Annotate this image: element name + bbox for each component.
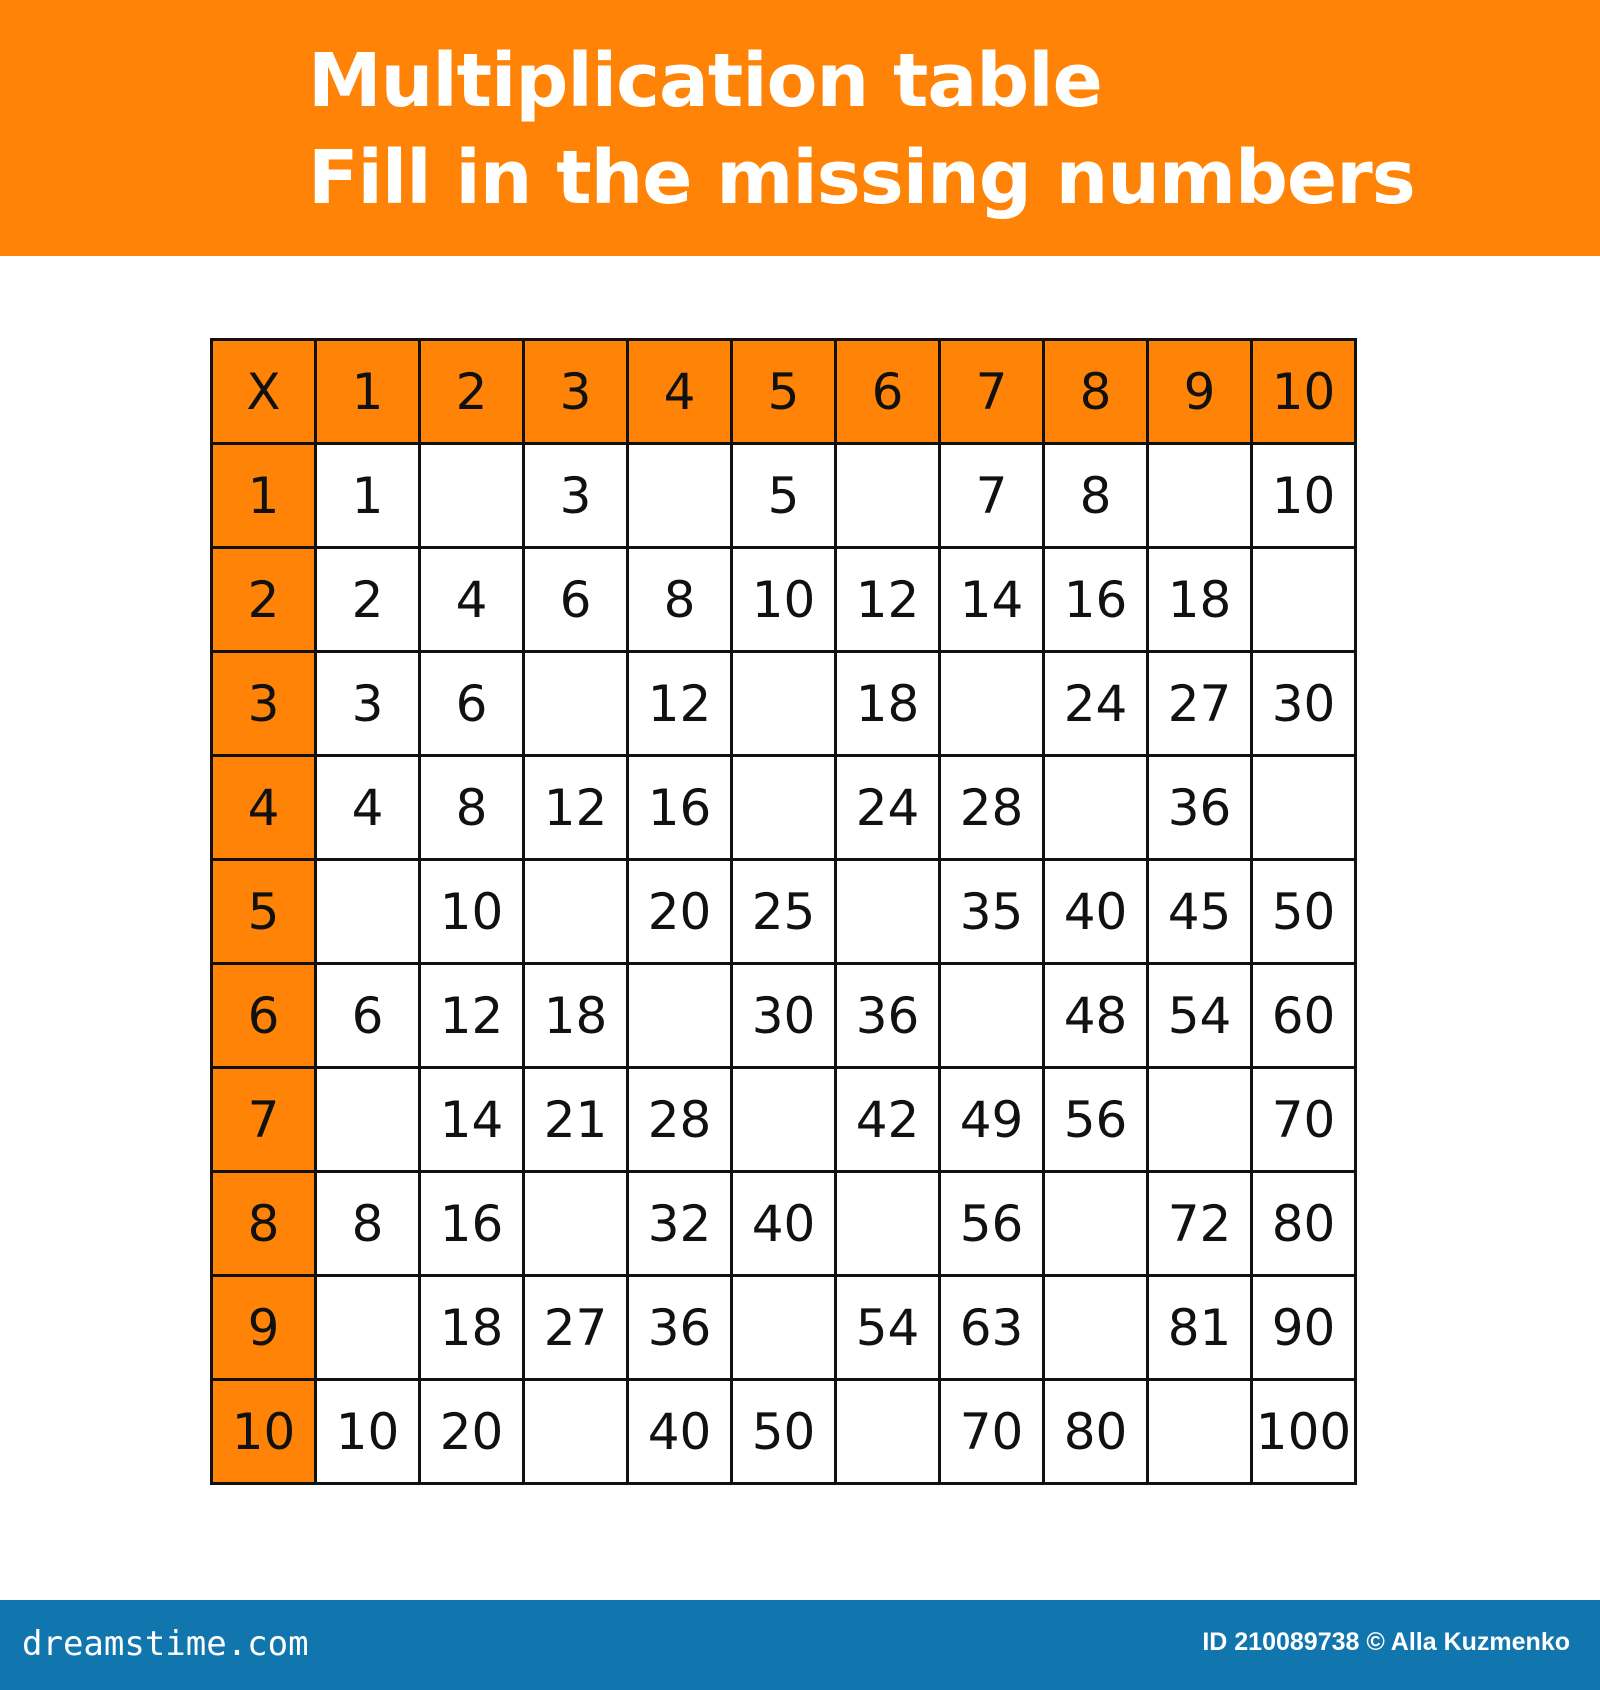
product-cell: 90 xyxy=(1252,1276,1356,1380)
product-cell: 10 xyxy=(316,1380,420,1484)
row-header: 7 xyxy=(212,1068,316,1172)
image-credit: ID 210089738 © Alla Kuzmenko xyxy=(1202,1628,1570,1656)
blank-cell[interactable] xyxy=(732,1068,836,1172)
product-cell: 24 xyxy=(836,756,940,860)
product-cell: 7 xyxy=(940,444,1044,548)
column-header: 9 xyxy=(1148,340,1252,444)
footer-bar xyxy=(0,1600,1600,1690)
product-cell: 56 xyxy=(1044,1068,1148,1172)
product-cell: 60 xyxy=(1252,964,1356,1068)
product-cell: 6 xyxy=(420,652,524,756)
table-row xyxy=(212,1380,1356,1484)
product-cell: 30 xyxy=(732,964,836,1068)
row-header: 4 xyxy=(212,756,316,860)
product-cell: 14 xyxy=(940,548,1044,652)
table-row xyxy=(212,756,1356,860)
blank-cell[interactable] xyxy=(316,860,420,964)
product-cell: 8 xyxy=(420,756,524,860)
blank-cell[interactable] xyxy=(732,756,836,860)
product-cell: 28 xyxy=(628,1068,732,1172)
product-cell: 72 xyxy=(1148,1172,1252,1276)
product-cell: 27 xyxy=(524,1276,628,1380)
row-header: 10 xyxy=(212,1380,316,1484)
blank-cell[interactable] xyxy=(524,652,628,756)
product-cell: 21 xyxy=(524,1068,628,1172)
product-cell: 18 xyxy=(420,1276,524,1380)
blank-cell[interactable] xyxy=(628,444,732,548)
product-cell: 8 xyxy=(316,1172,420,1276)
blank-cell[interactable] xyxy=(836,1172,940,1276)
table-row xyxy=(212,964,1356,1068)
blank-cell[interactable] xyxy=(1044,1276,1148,1380)
row-header: 1 xyxy=(212,444,316,548)
product-cell: 36 xyxy=(836,964,940,1068)
product-cell: 10 xyxy=(732,548,836,652)
corner-cell: X xyxy=(212,340,316,444)
product-cell: 12 xyxy=(628,652,732,756)
blank-cell[interactable] xyxy=(524,1380,628,1484)
product-cell: 5 xyxy=(732,444,836,548)
product-cell: 4 xyxy=(420,548,524,652)
blank-cell[interactable] xyxy=(732,652,836,756)
row-header: 8 xyxy=(212,1172,316,1276)
blank-cell[interactable] xyxy=(732,1276,836,1380)
product-cell: 35 xyxy=(940,860,1044,964)
product-cell: 16 xyxy=(420,1172,524,1276)
product-cell: 3 xyxy=(316,652,420,756)
blank-cell[interactable] xyxy=(1044,1172,1148,1276)
product-cell: 2 xyxy=(316,548,420,652)
product-cell: 40 xyxy=(628,1380,732,1484)
product-cell: 4 xyxy=(316,756,420,860)
brand-logo: dreamstime.com xyxy=(22,1624,309,1664)
header-banner xyxy=(0,0,1600,256)
product-cell: 80 xyxy=(1044,1380,1148,1484)
product-cell: 45 xyxy=(1148,860,1252,964)
product-cell: 18 xyxy=(524,964,628,1068)
product-cell: 48 xyxy=(1044,964,1148,1068)
product-cell: 16 xyxy=(628,756,732,860)
product-cell: 36 xyxy=(1148,756,1252,860)
blank-cell[interactable] xyxy=(524,1172,628,1276)
product-cell: 3 xyxy=(524,444,628,548)
product-cell: 6 xyxy=(524,548,628,652)
product-cell: 18 xyxy=(1148,548,1252,652)
blank-cell[interactable] xyxy=(316,1068,420,1172)
row-header: 6 xyxy=(212,964,316,1068)
product-cell: 8 xyxy=(628,548,732,652)
product-cell: 42 xyxy=(836,1068,940,1172)
product-cell: 10 xyxy=(1252,444,1356,548)
product-cell: 6 xyxy=(316,964,420,1068)
row-header: 2 xyxy=(212,548,316,652)
row-header: 3 xyxy=(212,652,316,756)
column-header: 3 xyxy=(524,340,628,444)
product-cell: 81 xyxy=(1148,1276,1252,1380)
product-cell: 1 xyxy=(316,444,420,548)
blank-cell[interactable] xyxy=(940,652,1044,756)
product-cell: 12 xyxy=(420,964,524,1068)
blank-cell[interactable] xyxy=(836,1380,940,1484)
table-row xyxy=(212,1172,1356,1276)
product-cell: 70 xyxy=(940,1380,1044,1484)
blank-cell[interactable] xyxy=(420,444,524,548)
product-cell: 27 xyxy=(1148,652,1252,756)
product-cell: 56 xyxy=(940,1172,1044,1276)
blank-cell[interactable] xyxy=(836,860,940,964)
product-cell: 49 xyxy=(940,1068,1044,1172)
blank-cell[interactable] xyxy=(1252,548,1356,652)
product-cell: 36 xyxy=(628,1276,732,1380)
table-row xyxy=(212,860,1356,964)
product-cell: 54 xyxy=(836,1276,940,1380)
table-row xyxy=(212,652,1356,756)
column-header: 2 xyxy=(420,340,524,444)
column-header: 8 xyxy=(1044,340,1148,444)
column-header: 4 xyxy=(628,340,732,444)
multiplication-table xyxy=(210,338,1357,1485)
blank-cell[interactable] xyxy=(836,444,940,548)
blank-cell[interactable] xyxy=(1148,1380,1252,1484)
title: Multiplication table xyxy=(308,38,1102,124)
row-header: 5 xyxy=(212,860,316,964)
blank-cell[interactable] xyxy=(524,860,628,964)
column-header: 1 xyxy=(316,340,420,444)
subtitle: Fill in the missing numbers xyxy=(308,135,1415,221)
table-row xyxy=(212,1276,1356,1380)
product-cell: 18 xyxy=(836,652,940,756)
blank-cell[interactable] xyxy=(1148,1068,1252,1172)
product-cell: 10 xyxy=(420,860,524,964)
column-header: 5 xyxy=(732,340,836,444)
table-row xyxy=(212,1068,1356,1172)
product-cell: 54 xyxy=(1148,964,1252,1068)
header-row xyxy=(212,340,1356,444)
product-cell: 32 xyxy=(628,1172,732,1276)
product-cell: 12 xyxy=(836,548,940,652)
column-header: 10 xyxy=(1252,340,1356,444)
blank-cell[interactable] xyxy=(628,964,732,1068)
product-cell: 14 xyxy=(420,1068,524,1172)
product-cell: 28 xyxy=(940,756,1044,860)
product-cell: 63 xyxy=(940,1276,1044,1380)
blank-cell[interactable] xyxy=(1148,444,1252,548)
product-cell: 50 xyxy=(732,1380,836,1484)
product-cell: 40 xyxy=(1044,860,1148,964)
product-cell: 100 xyxy=(1252,1380,1356,1484)
table-row xyxy=(212,548,1356,652)
product-cell: 12 xyxy=(524,756,628,860)
column-header: 7 xyxy=(940,340,1044,444)
product-cell: 30 xyxy=(1252,652,1356,756)
product-cell: 20 xyxy=(628,860,732,964)
product-cell: 70 xyxy=(1252,1068,1356,1172)
product-cell: 24 xyxy=(1044,652,1148,756)
blank-cell[interactable] xyxy=(1252,756,1356,860)
product-cell: 20 xyxy=(420,1380,524,1484)
product-cell: 25 xyxy=(732,860,836,964)
product-cell: 16 xyxy=(1044,548,1148,652)
table-row xyxy=(212,444,1356,548)
blank-cell[interactable] xyxy=(940,964,1044,1068)
row-header: 9 xyxy=(212,1276,316,1380)
product-cell: 8 xyxy=(1044,444,1148,548)
product-cell: 50 xyxy=(1252,860,1356,964)
product-cell: 80 xyxy=(1252,1172,1356,1276)
product-cell: 40 xyxy=(732,1172,836,1276)
blank-cell[interactable] xyxy=(316,1276,420,1380)
column-header: 6 xyxy=(836,340,940,444)
blank-cell[interactable] xyxy=(1044,756,1148,860)
